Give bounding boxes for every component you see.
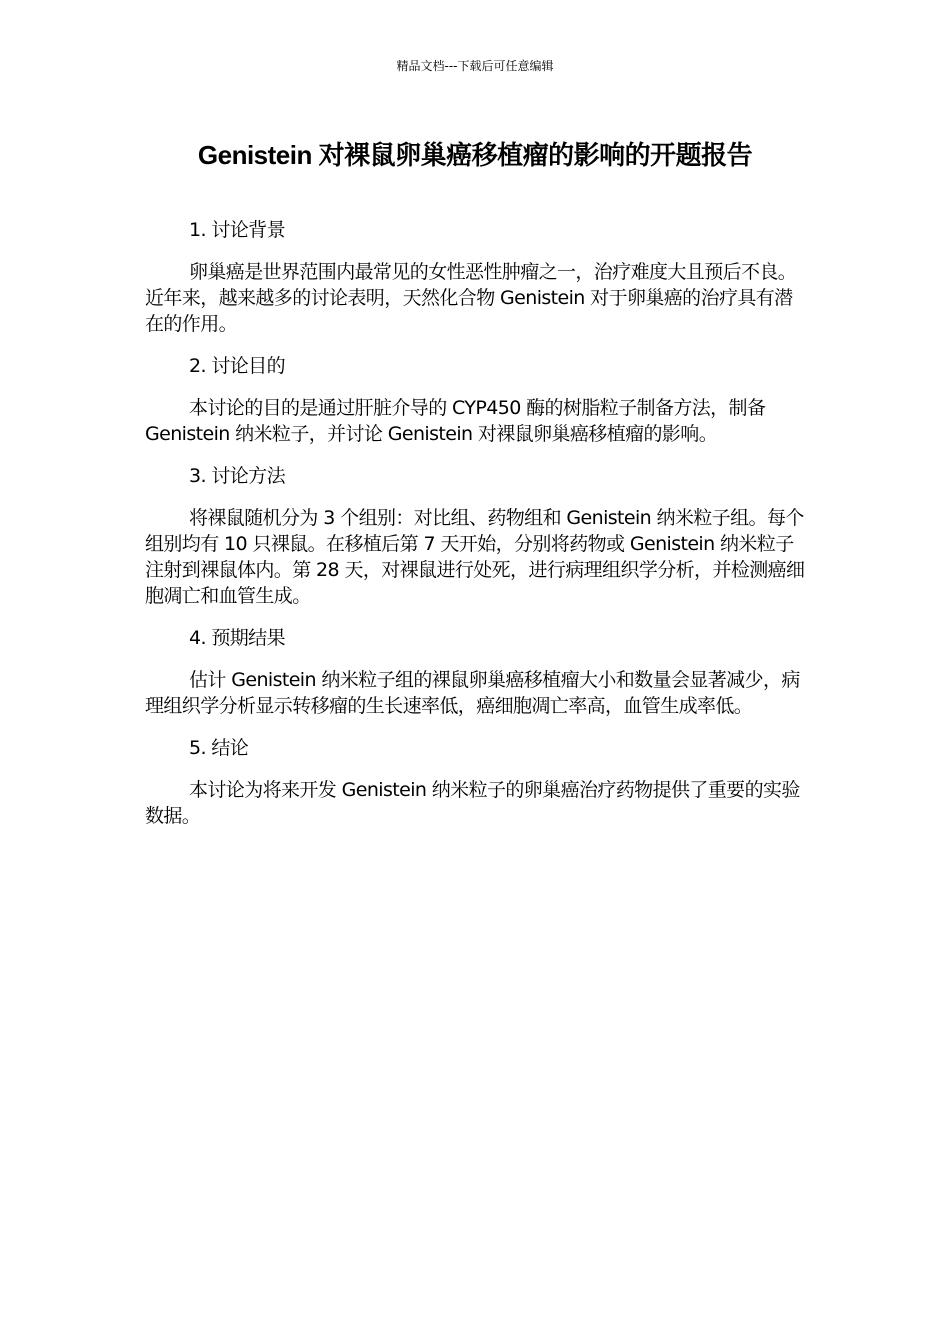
- header-note: 精品文档---下载后可任意编辑: [396, 59, 554, 73]
- section-heading: 1. 讨论背景: [189, 219, 285, 241]
- section-expected-results: [145, 625, 805, 719]
- section-background: [145, 217, 805, 337]
- section-paragraph: 卵巢癌是世界范围内最常见的女性恶性肿瘤之一，治疗难度大且预后不良。近年来，越来越多的讨论表明，天然化合物 Genistein 对于卵巢癌的治疗具有潜在的作用。: [145, 261, 797, 335]
- section-paragraph: 将裸鼠随机分为 3 个组别：对比组、药物组和 Genistein 纳米粒子组。每个组别均有 10 只裸鼠。在移植后第 7 天开始，分别将药物或 Genistein 纳米粒子注射到裸鼠体内。第 28 天，对裸鼠进行处死，进行病理组织学分析，并检测癌细胞凋亡和血管生成。: [145, 507, 805, 607]
- document-body: [145, 217, 805, 845]
- section-paragraph: 本讨论为将来开发 Genistein 纳米粒子的卵巢癌治疗药物提供了重要的实验数据。: [145, 779, 800, 827]
- section-purpose: [145, 353, 805, 447]
- section-heading: 5. 结论: [189, 737, 249, 759]
- document-title: Genistein 对裸鼠卵巢癌移植瘤的影响的开题报告: [197, 140, 753, 170]
- section-methods: [145, 463, 805, 609]
- section-heading: 3. 讨论方法: [189, 465, 285, 487]
- section-paragraph: 估计 Genistein 纳米粒子组的裸鼠卵巢癌移植瘤大小和数量会显著减少，病理组织学分析显示转移瘤的生长速率低，癌细胞凋亡率高，血管生成率低。: [145, 669, 800, 717]
- section-heading: 4. 预期结果: [189, 627, 285, 649]
- section-conclusion: [145, 735, 805, 829]
- section-heading: 2. 讨论目的: [189, 355, 285, 377]
- section-paragraph: 本讨论的目的是通过肝脏介导的 CYP450 酶的树脂粒子制备方法，制备 Genistein 纳米粒子，并讨论 Genistein 对裸鼠卵巢癌移植瘤的影响。: [145, 397, 766, 445]
